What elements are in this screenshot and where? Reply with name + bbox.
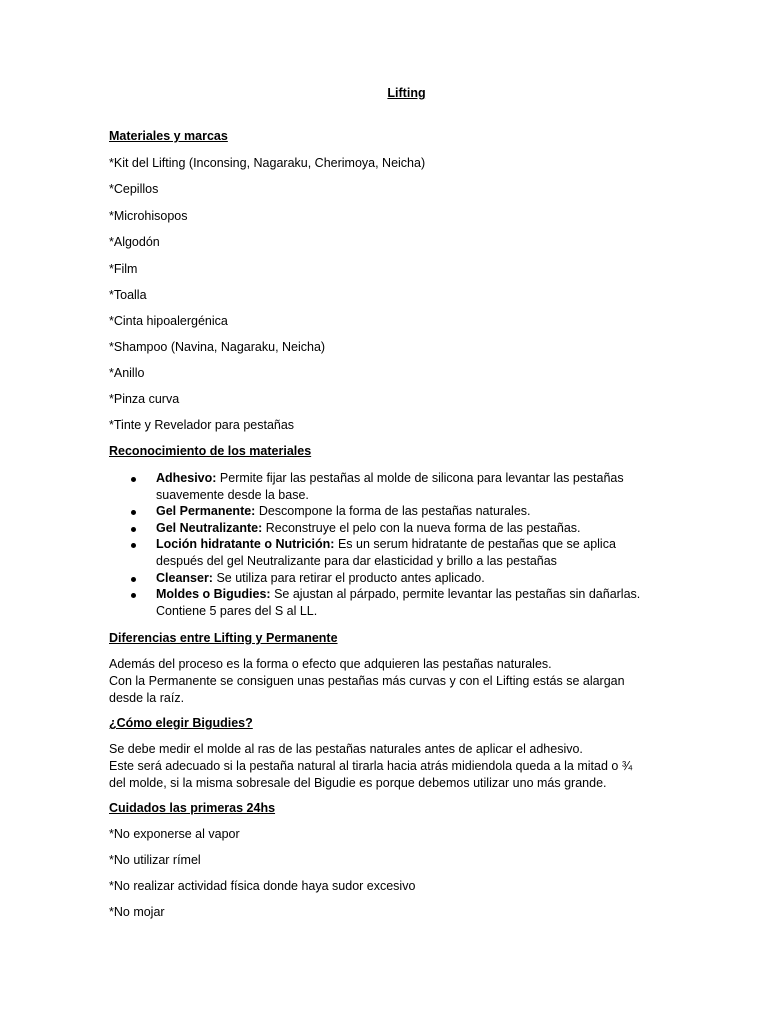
bullet-item <box>109 470 669 503</box>
paragraph-line: Con la Permanente se consiguen unas pestañas más curvas y con el Lifting estás se alargan <box>109 673 625 688</box>
bigudies-paragraph <box>109 741 649 791</box>
section-heading-reconocimiento: Reconocimiento de los materiales <box>109 444 312 458</box>
bullet-term: Gel Neutralizante: <box>156 520 263 535</box>
bullet-dot-icon <box>131 543 136 548</box>
bullet-term: Adhesivo: <box>156 471 217 485</box>
cuidado-item: *No utilizar rímel <box>109 853 201 867</box>
bullet-text: Se utiliza para retirar el producto antes aplicado. <box>212 570 485 585</box>
bullet-dot-icon <box>131 577 136 582</box>
material-item: *Pinza curva <box>109 392 180 406</box>
diferencias-paragraph <box>109 656 649 706</box>
paragraph-line: del molde, si la misma sobresale del Bigudie es porque debemos utilizar uno más grande. <box>109 775 607 790</box>
cuidado-item: *No exponerse al vapor <box>109 827 240 841</box>
material-item: *Cinta hipoalergénica <box>109 314 228 328</box>
bullet-dot-icon <box>131 510 136 515</box>
bullet-item <box>109 520 669 537</box>
bullet-term: Loción hidratante o Nutrición: <box>156 537 335 552</box>
material-item: *Algodón <box>109 235 160 249</box>
material-item: *Kit del Lifting (Inconsing, Nagaraku, Cherimoya, Neicha) <box>109 156 426 170</box>
document-title: Lifting <box>387 86 426 100</box>
bullet-text-cont: Contiene 5 pares del S al LL. <box>156 603 318 618</box>
bullet-dot-icon <box>131 477 136 482</box>
paragraph-line: Además del proceso es la forma o efecto que adquieren las pestañas naturales. <box>109 657 552 671</box>
bullet-term: Gel Permanente: <box>156 504 256 519</box>
bullet-text: Es un serum hidratante de pestañas que se aplica <box>334 537 616 552</box>
bullet-text: Descompone la forma de las pestañas naturales. <box>255 504 531 519</box>
bullet-item <box>109 570 669 587</box>
material-item: *Tinte y Revelador para pestañas <box>109 418 295 432</box>
bullet-dot-icon <box>131 593 136 598</box>
bullet-item <box>109 536 669 569</box>
section-heading-bigudies: ¿Cómo elegir Bigudies? <box>109 716 253 730</box>
bullet-text: Permite fijar las pestañas al molde de silicona para levantar las pestañas <box>216 471 624 485</box>
material-item: *Film <box>109 262 138 276</box>
bullet-term: Cleanser: <box>156 570 213 585</box>
material-item: *Toalla <box>109 288 147 302</box>
materials-bullet-list <box>109 470 669 619</box>
bullet-text-cont: después del gel Neutralizante para dar elasticidad y brillo a las pestañas <box>156 553 557 568</box>
section-heading-cuidados: Cuidados las primeras 24hs <box>109 801 276 815</box>
bullet-text-cont: suavemente desde la base. <box>156 487 309 502</box>
bullet-term: Moldes o Bigudies: <box>156 587 271 602</box>
section-heading-materiales: Materiales y marcas <box>109 129 228 143</box>
section-heading-diferencias: Diferencias entre Lifting y Permanente <box>109 631 338 645</box>
material-item: *Microhisopos <box>109 209 188 223</box>
bullet-text: Se ajustan al párpado, permite levantar las pestañas sin dañarlas. <box>270 587 641 602</box>
bullet-text: Reconstruye el pelo con la nueva forma de las pestañas. <box>262 520 581 535</box>
paragraph-line: Este será adecuado si la pestaña natural al tirarla hacia atrás midiendola queda a la mitad o ¾ <box>109 758 633 773</box>
bullet-item <box>109 586 669 619</box>
cuidado-item: *No realizar actividad física donde haya sudor excesivo <box>109 879 416 893</box>
bullet-item <box>109 503 669 520</box>
cuidado-item: *No mojar <box>109 905 165 919</box>
paragraph-line: desde la raíz. <box>109 690 185 705</box>
material-item: *Shampoo (Navina, Nagaraku, Neicha) <box>109 340 326 354</box>
material-item: *Anillo <box>109 366 145 380</box>
bullet-dot-icon <box>131 527 136 532</box>
material-item: *Cepillos <box>109 182 159 196</box>
paragraph-line: Se debe medir el molde al ras de las pestañas naturales antes de aplicar el adhesivo. <box>109 742 583 756</box>
